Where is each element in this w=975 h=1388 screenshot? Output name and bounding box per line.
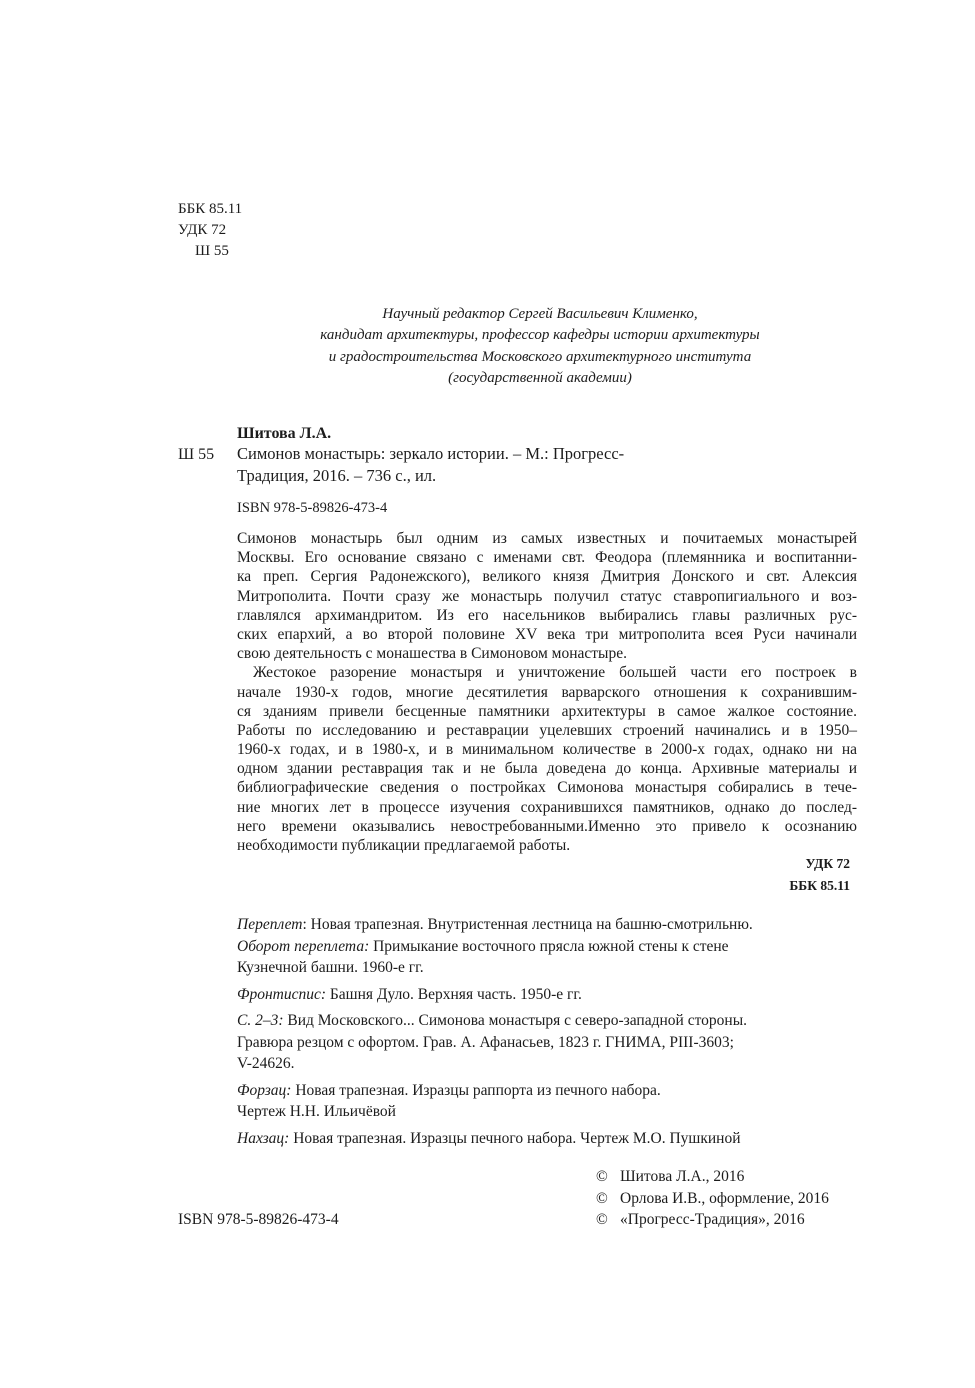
- binding-credit: [237, 914, 753, 936]
- pages-text-3: V-24626.: [237, 1055, 295, 1072]
- abstract-line: начале 1930-х годов, многие десятилетия варварского отношения к сохранившим-: [237, 683, 857, 701]
- abstract-line: Москвы. Его основание связано с именами свт. Феодора (племянника и воспитанни-: [237, 549, 857, 567]
- abstract-line: Симонов монастырь был одним из самых известных и почитаемых монастырей: [237, 530, 857, 547]
- bbk-code-right: ББК 85.11: [789, 878, 850, 893]
- copyright-icon: ©: [596, 1211, 608, 1228]
- frontispiece-credit: [237, 984, 753, 1006]
- scientific-editor: [230, 304, 850, 389]
- back-endpaper-credit: [237, 1128, 753, 1150]
- editor-line: и градостроительства Московского архитектурного института: [328, 348, 752, 365]
- abstract-line: ских епархий, а во второй половине XV века три митрополита всея Руси начинали: [237, 625, 857, 643]
- author-name: Шитова Л.А.: [237, 425, 332, 442]
- abstract-line: ние многих лет в процессе изучения сохранившихся памятников, однако до послед-: [237, 798, 857, 816]
- title-line: Симонов монастырь: зеркало истории. – М.: Прогресс-: [237, 444, 625, 463]
- abstract-line: 1960-х годах, и в 1980-х, и в минимальном количестве в 2000-х годах, однако ни на: [237, 741, 857, 759]
- endpaper-label: Форзац:: [237, 1081, 292, 1099]
- back-binding-credit: [237, 936, 753, 958]
- binding-text: : Новая трапезная. Внутристенная лестница на башню-смотрильню.: [302, 916, 753, 933]
- abstract-line: него времени оказывались невостребованными.Именно это привело к осознанию: [237, 817, 857, 835]
- copyright-line: © Шитова Л.А., 2016: [596, 1166, 829, 1188]
- abstract-line: ся зданиям привели бесценные памятники архитектуры в самое жалкое состояние.: [237, 702, 857, 720]
- abstract-line: ка преп. Сергия Радонежского), великого князя Дмитрия Донского и свт. Алексия: [237, 568, 857, 586]
- endpaper-text: Новая трапезная. Изразцы раппорта из печного набора.: [291, 1081, 661, 1099]
- back-binding-label: Оборот переплета:: [237, 937, 370, 955]
- pages-text: Вид Московского... Симонова монастыря с северо-западной стороны.: [283, 1012, 747, 1029]
- editor-line: кандидат архитектуры, профессор кафедры истории архитектуры: [320, 327, 760, 344]
- abstract-line: библиографические сведения о постройках Симонова монастыря собирались в тече-: [237, 779, 857, 797]
- record-author-sign: Ш 55: [178, 446, 215, 463]
- back-binding-text-2: Кузнечной башни. 1960-е гг.: [237, 959, 424, 976]
- abstract-line: одном здании реставрация так и не была доведена до конца. Архивные материалы и: [237, 760, 857, 778]
- endpaper-text-2: Чертеж Н.Н. Ильичёвой: [237, 1103, 396, 1120]
- abstract-line: необходимости публикации предлагаемой работы.: [237, 837, 571, 854]
- editor-line: Научный редактор Сергей Васильевич Клименко,: [382, 306, 698, 322]
- footer-isbn: ISBN 978-5-89826-473-4: [178, 1211, 339, 1228]
- back-binding-text: Примыкание восточного прясла южной стены к стене: [369, 937, 729, 955]
- pages-text-2: Гравюра резцом с офортом. Грав. А. Афанасьев, 1823 г. ГНИМА, РIII-3603;: [237, 1033, 734, 1051]
- bbk-code: ББК 85.11: [178, 201, 243, 217]
- frontispiece-label: Фронтиспис:: [237, 985, 327, 1003]
- pages-credit: [237, 1010, 753, 1032]
- abstract: [237, 529, 857, 855]
- abstract-line: свою деятельность с монашества в Симоновом монастыре.: [237, 645, 627, 663]
- endpaper-credit: [237, 1080, 753, 1102]
- author-sign-code: Ш 55: [195, 243, 229, 259]
- binding-label: Переплет: [237, 916, 303, 933]
- illustration-credits: [237, 914, 753, 1149]
- copyright-line: © Орлова И.В., оформление, 2016: [596, 1188, 829, 1210]
- copyright-icon: ©: [596, 1168, 608, 1185]
- abstract-line: Работы по исследованию и реставрации уцелевших строений начинались и в 1950–: [237, 721, 857, 739]
- frontispiece-text: Башня Дуло. Верхняя часть. 1950-е гг.: [326, 985, 582, 1003]
- right-classification-codes: [700, 853, 850, 897]
- bibliographic-title: [237, 443, 624, 487]
- pages-label: С. 2–3:: [237, 1012, 284, 1029]
- udk-code: УДК 72: [178, 222, 227, 238]
- copyright-block: [596, 1166, 829, 1231]
- back-endpaper-label: Нахзац:: [237, 1129, 290, 1147]
- udk-code-right: УДК 72: [805, 856, 850, 871]
- copyright-icon: ©: [596, 1189, 608, 1207]
- abstract-line: Жестокое разорение монастыря и уничтожение большей части его построек в: [253, 664, 857, 682]
- editor-line: (государственной академии): [448, 369, 632, 386]
- title-line: Традиция, 2016. – 736 с., ил.: [237, 466, 437, 485]
- record-isbn: ISBN 978-5-89826-473-4: [237, 500, 388, 516]
- copyright-line: © «Прогресс-Традиция», 2016: [596, 1209, 829, 1231]
- abstract-line: главлялся архимандритом. Из его насельников выбирались главы различных рус-: [237, 606, 857, 624]
- abstract-line: Митрополита. Почти сразу же монастырь получил статус ставропигиального и воз-: [237, 587, 857, 605]
- classification-codes: [178, 199, 242, 262]
- back-endpaper-text: Новая трапезная. Изразцы печного набора. Чертеж М.О. Пушкиной: [289, 1129, 741, 1147]
